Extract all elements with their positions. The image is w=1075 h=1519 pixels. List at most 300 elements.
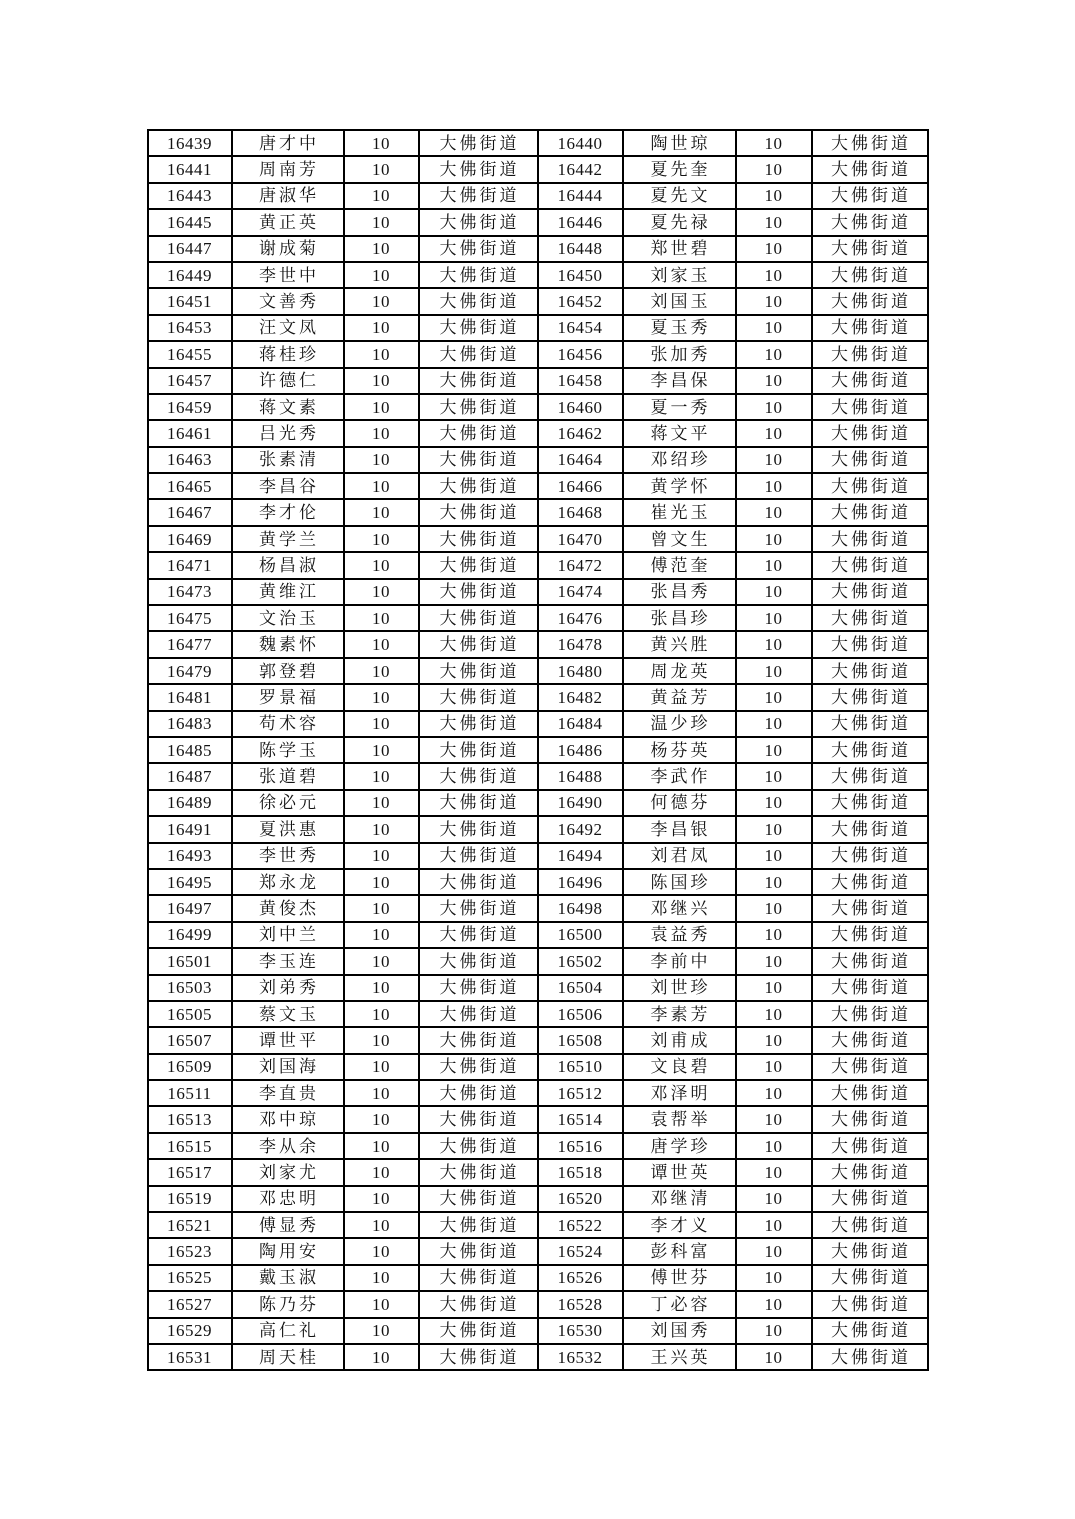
amount-cell: 10 bbox=[736, 526, 812, 552]
table-row bbox=[148, 711, 928, 737]
street-cell: 大佛街道 bbox=[812, 1212, 928, 1238]
serial-number-cell: 16441 bbox=[148, 156, 232, 182]
amount-cell: 10 bbox=[736, 763, 812, 789]
person-name-cell: 吕光秀 bbox=[232, 420, 344, 446]
table-row bbox=[148, 341, 928, 367]
serial-number-cell: 16485 bbox=[148, 737, 232, 763]
street-cell: 大佛街道 bbox=[419, 262, 538, 288]
amount-cell: 10 bbox=[736, 843, 812, 869]
table-row bbox=[148, 315, 928, 341]
person-name-cell: 刘家尤 bbox=[232, 1159, 344, 1185]
amount-cell: 10 bbox=[344, 869, 419, 895]
amount-cell: 10 bbox=[344, 1344, 419, 1370]
person-name-cell: 文治玉 bbox=[232, 605, 344, 631]
street-cell: 大佛街道 bbox=[419, 341, 538, 367]
serial-number-cell: 16486 bbox=[538, 737, 623, 763]
street-cell: 大佛街道 bbox=[812, 1238, 928, 1264]
street-cell: 大佛街道 bbox=[419, 552, 538, 578]
serial-number-cell: 16455 bbox=[148, 341, 232, 367]
serial-number-cell: 16523 bbox=[148, 1238, 232, 1264]
amount-cell: 10 bbox=[344, 288, 419, 314]
serial-number-cell: 16497 bbox=[148, 895, 232, 921]
serial-number-cell: 16474 bbox=[538, 579, 623, 605]
amount-cell: 10 bbox=[344, 209, 419, 235]
table-row bbox=[148, 130, 928, 156]
serial-number-cell: 16464 bbox=[538, 447, 623, 473]
table-row bbox=[148, 658, 928, 684]
street-cell: 大佛街道 bbox=[812, 473, 928, 499]
amount-cell: 10 bbox=[736, 1159, 812, 1185]
street-cell: 大佛街道 bbox=[812, 552, 928, 578]
serial-number-cell: 16506 bbox=[538, 1001, 623, 1027]
serial-number-cell: 16508 bbox=[538, 1027, 623, 1053]
amount-cell: 10 bbox=[736, 1212, 812, 1238]
person-name-cell: 罗景福 bbox=[232, 684, 344, 710]
amount-cell: 10 bbox=[736, 895, 812, 921]
amount-cell: 10 bbox=[736, 1054, 812, 1080]
serial-number-cell: 16494 bbox=[538, 843, 623, 869]
serial-number-cell: 16524 bbox=[538, 1238, 623, 1264]
table-row bbox=[148, 1054, 928, 1080]
serial-number-cell: 16488 bbox=[538, 763, 623, 789]
person-name-cell: 周天桂 bbox=[232, 1344, 344, 1370]
serial-number-cell: 16439 bbox=[148, 130, 232, 156]
amount-cell: 10 bbox=[736, 948, 812, 974]
person-name-cell: 傅显秀 bbox=[232, 1212, 344, 1238]
street-cell: 大佛街道 bbox=[812, 948, 928, 974]
serial-number-cell: 16505 bbox=[148, 1001, 232, 1027]
amount-cell: 10 bbox=[736, 711, 812, 737]
amount-cell: 10 bbox=[344, 684, 419, 710]
table-row bbox=[148, 368, 928, 394]
amount-cell: 10 bbox=[344, 922, 419, 948]
person-name-cell: 黄维江 bbox=[232, 579, 344, 605]
person-name-cell: 夏洪惠 bbox=[232, 816, 344, 842]
amount-cell: 10 bbox=[344, 975, 419, 1001]
serial-number-cell: 16507 bbox=[148, 1027, 232, 1053]
person-name-cell: 高仁礼 bbox=[232, 1318, 344, 1344]
street-cell: 大佛街道 bbox=[812, 1027, 928, 1053]
street-cell: 大佛街道 bbox=[419, 447, 538, 473]
roster-table bbox=[147, 129, 929, 1371]
amount-cell: 10 bbox=[736, 341, 812, 367]
street-cell: 大佛街道 bbox=[419, 1001, 538, 1027]
person-name-cell: 唐才中 bbox=[232, 130, 344, 156]
amount-cell: 10 bbox=[736, 315, 812, 341]
person-name-cell: 谭世平 bbox=[232, 1027, 344, 1053]
street-cell: 大佛街道 bbox=[812, 288, 928, 314]
serial-number-cell: 16514 bbox=[538, 1106, 623, 1132]
serial-number-cell: 16465 bbox=[148, 473, 232, 499]
amount-cell: 10 bbox=[736, 1106, 812, 1132]
street-cell: 大佛街道 bbox=[812, 1186, 928, 1212]
person-name-cell: 蒋桂珍 bbox=[232, 341, 344, 367]
table-row bbox=[148, 763, 928, 789]
street-cell: 大佛街道 bbox=[419, 420, 538, 446]
person-name-cell: 刘国海 bbox=[232, 1054, 344, 1080]
street-cell: 大佛街道 bbox=[812, 130, 928, 156]
street-cell: 大佛街道 bbox=[419, 790, 538, 816]
street-cell: 大佛街道 bbox=[812, 341, 928, 367]
person-name-cell: 刘甫成 bbox=[623, 1027, 736, 1053]
street-cell: 大佛街道 bbox=[812, 447, 928, 473]
amount-cell: 10 bbox=[344, 183, 419, 209]
amount-cell: 10 bbox=[344, 420, 419, 446]
person-name-cell: 夏先奎 bbox=[623, 156, 736, 182]
serial-number-cell: 16454 bbox=[538, 315, 623, 341]
serial-number-cell: 16451 bbox=[148, 288, 232, 314]
table-row bbox=[148, 869, 928, 895]
street-cell: 大佛街道 bbox=[812, 579, 928, 605]
amount-cell: 10 bbox=[344, 1054, 419, 1080]
serial-number-cell: 16504 bbox=[538, 975, 623, 1001]
serial-number-cell: 16503 bbox=[148, 975, 232, 1001]
amount-cell: 10 bbox=[344, 1027, 419, 1053]
amount-cell: 10 bbox=[344, 790, 419, 816]
amount-cell: 10 bbox=[344, 499, 419, 525]
person-name-cell: 李昌保 bbox=[623, 368, 736, 394]
person-name-cell: 丁必容 bbox=[623, 1291, 736, 1317]
street-cell: 大佛街道 bbox=[812, 526, 928, 552]
person-name-cell: 唐淑华 bbox=[232, 183, 344, 209]
amount-cell: 10 bbox=[736, 816, 812, 842]
street-cell: 大佛街道 bbox=[812, 975, 928, 1001]
person-name-cell: 张昌秀 bbox=[623, 579, 736, 605]
serial-number-cell: 16527 bbox=[148, 1291, 232, 1317]
table-row bbox=[148, 631, 928, 657]
amount-cell: 10 bbox=[736, 473, 812, 499]
table-row bbox=[148, 1186, 928, 1212]
person-name-cell: 傅范奎 bbox=[623, 552, 736, 578]
person-name-cell: 王兴英 bbox=[623, 1344, 736, 1370]
street-cell: 大佛街道 bbox=[812, 156, 928, 182]
serial-number-cell: 16463 bbox=[148, 447, 232, 473]
serial-number-cell: 16482 bbox=[538, 684, 623, 710]
street-cell: 大佛街道 bbox=[812, 843, 928, 869]
person-name-cell: 邓泽明 bbox=[623, 1080, 736, 1106]
person-name-cell: 黄学怀 bbox=[623, 473, 736, 499]
person-name-cell: 文良碧 bbox=[623, 1054, 736, 1080]
amount-cell: 10 bbox=[344, 843, 419, 869]
amount-cell: 10 bbox=[344, 1291, 419, 1317]
amount-cell: 10 bbox=[736, 1291, 812, 1317]
serial-number-cell: 16458 bbox=[538, 368, 623, 394]
person-name-cell: 邓继兴 bbox=[623, 895, 736, 921]
person-name-cell: 温少珍 bbox=[623, 711, 736, 737]
street-cell: 大佛街道 bbox=[419, 1318, 538, 1344]
person-name-cell: 陶用安 bbox=[232, 1238, 344, 1264]
table-row bbox=[148, 1159, 928, 1185]
person-name-cell: 黄益芳 bbox=[623, 684, 736, 710]
serial-number-cell: 16500 bbox=[538, 922, 623, 948]
street-cell: 大佛街道 bbox=[419, 1133, 538, 1159]
street-cell: 大佛街道 bbox=[812, 315, 928, 341]
table-row bbox=[148, 420, 928, 446]
street-cell: 大佛街道 bbox=[419, 1291, 538, 1317]
serial-number-cell: 16532 bbox=[538, 1344, 623, 1370]
street-cell: 大佛街道 bbox=[812, 737, 928, 763]
person-name-cell: 袁益秀 bbox=[623, 922, 736, 948]
amount-cell: 10 bbox=[736, 447, 812, 473]
person-name-cell: 杨昌淑 bbox=[232, 552, 344, 578]
street-cell: 大佛街道 bbox=[419, 711, 538, 737]
table-row bbox=[148, 473, 928, 499]
amount-cell: 10 bbox=[736, 394, 812, 420]
amount-cell: 10 bbox=[736, 262, 812, 288]
street-cell: 大佛街道 bbox=[419, 1238, 538, 1264]
table-row bbox=[148, 447, 928, 473]
amount-cell: 10 bbox=[344, 315, 419, 341]
amount-cell: 10 bbox=[736, 209, 812, 235]
table-row bbox=[148, 1265, 928, 1291]
table-row bbox=[148, 1080, 928, 1106]
serial-number-cell: 16450 bbox=[538, 262, 623, 288]
person-name-cell: 李武作 bbox=[623, 763, 736, 789]
table-row bbox=[148, 1027, 928, 1053]
amount-cell: 10 bbox=[736, 236, 812, 262]
amount-cell: 10 bbox=[344, 236, 419, 262]
person-name-cell: 刘国玉 bbox=[623, 288, 736, 314]
serial-number-cell: 16530 bbox=[538, 1318, 623, 1344]
table-row bbox=[148, 288, 928, 314]
serial-number-cell: 16499 bbox=[148, 922, 232, 948]
person-name-cell: 汪文凤 bbox=[232, 315, 344, 341]
street-cell: 大佛街道 bbox=[812, 1080, 928, 1106]
street-cell: 大佛街道 bbox=[812, 816, 928, 842]
serial-number-cell: 16520 bbox=[538, 1186, 623, 1212]
person-name-cell: 郑永龙 bbox=[232, 869, 344, 895]
person-name-cell: 李玉连 bbox=[232, 948, 344, 974]
serial-number-cell: 16471 bbox=[148, 552, 232, 578]
street-cell: 大佛街道 bbox=[419, 1344, 538, 1370]
person-name-cell: 郭登碧 bbox=[232, 658, 344, 684]
amount-cell: 10 bbox=[736, 1001, 812, 1027]
amount-cell: 10 bbox=[344, 473, 419, 499]
street-cell: 大佛街道 bbox=[419, 288, 538, 314]
table-row bbox=[148, 922, 928, 948]
person-name-cell: 夏玉秀 bbox=[623, 315, 736, 341]
serial-number-cell: 16456 bbox=[538, 341, 623, 367]
amount-cell: 10 bbox=[736, 552, 812, 578]
person-name-cell: 刘家玉 bbox=[623, 262, 736, 288]
amount-cell: 10 bbox=[736, 1344, 812, 1370]
serial-number-cell: 16490 bbox=[538, 790, 623, 816]
table-row bbox=[148, 1238, 928, 1264]
amount-cell: 10 bbox=[344, 579, 419, 605]
street-cell: 大佛街道 bbox=[419, 156, 538, 182]
table-row bbox=[148, 209, 928, 235]
street-cell: 大佛街道 bbox=[812, 869, 928, 895]
serial-number-cell: 16489 bbox=[148, 790, 232, 816]
street-cell: 大佛街道 bbox=[812, 763, 928, 789]
person-name-cell: 邓中琼 bbox=[232, 1106, 344, 1132]
street-cell: 大佛街道 bbox=[419, 1054, 538, 1080]
amount-cell: 10 bbox=[344, 763, 419, 789]
person-name-cell: 许德仁 bbox=[232, 368, 344, 394]
amount-cell: 10 bbox=[344, 130, 419, 156]
serial-number-cell: 16440 bbox=[538, 130, 623, 156]
street-cell: 大佛街道 bbox=[419, 579, 538, 605]
amount-cell: 10 bbox=[736, 605, 812, 631]
street-cell: 大佛街道 bbox=[812, 499, 928, 525]
street-cell: 大佛街道 bbox=[812, 368, 928, 394]
serial-number-cell: 16472 bbox=[538, 552, 623, 578]
table-row bbox=[148, 552, 928, 578]
amount-cell: 10 bbox=[344, 948, 419, 974]
serial-number-cell: 16496 bbox=[538, 869, 623, 895]
person-name-cell: 李前中 bbox=[623, 948, 736, 974]
street-cell: 大佛街道 bbox=[419, 473, 538, 499]
street-cell: 大佛街道 bbox=[419, 183, 538, 209]
amount-cell: 10 bbox=[736, 1027, 812, 1053]
street-cell: 大佛街道 bbox=[812, 394, 928, 420]
serial-number-cell: 16515 bbox=[148, 1133, 232, 1159]
street-cell: 大佛街道 bbox=[419, 895, 538, 921]
serial-number-cell: 16449 bbox=[148, 262, 232, 288]
serial-number-cell: 16462 bbox=[538, 420, 623, 446]
table-row bbox=[148, 1106, 928, 1132]
serial-number-cell: 16459 bbox=[148, 394, 232, 420]
serial-number-cell: 16526 bbox=[538, 1265, 623, 1291]
table-row bbox=[148, 183, 928, 209]
street-cell: 大佛街道 bbox=[812, 631, 928, 657]
person-name-cell: 李才义 bbox=[623, 1212, 736, 1238]
serial-number-cell: 16453 bbox=[148, 315, 232, 341]
person-name-cell: 刘国秀 bbox=[623, 1318, 736, 1344]
street-cell: 大佛街道 bbox=[812, 236, 928, 262]
street-cell: 大佛街道 bbox=[419, 843, 538, 869]
serial-number-cell: 16468 bbox=[538, 499, 623, 525]
amount-cell: 10 bbox=[344, 262, 419, 288]
amount-cell: 10 bbox=[344, 816, 419, 842]
serial-number-cell: 16493 bbox=[148, 843, 232, 869]
street-cell: 大佛街道 bbox=[419, 526, 538, 552]
person-name-cell: 陈学玉 bbox=[232, 737, 344, 763]
amount-cell: 10 bbox=[344, 1212, 419, 1238]
table-row bbox=[148, 895, 928, 921]
serial-number-cell: 16502 bbox=[538, 948, 623, 974]
amount-cell: 10 bbox=[344, 447, 419, 473]
person-name-cell: 蒋文平 bbox=[623, 420, 736, 446]
table-row bbox=[148, 816, 928, 842]
amount-cell: 10 bbox=[344, 895, 419, 921]
serial-number-cell: 16491 bbox=[148, 816, 232, 842]
table-row bbox=[148, 684, 928, 710]
table-container bbox=[0, 129, 1075, 1371]
amount-cell: 10 bbox=[344, 156, 419, 182]
serial-number-cell: 16442 bbox=[538, 156, 623, 182]
street-cell: 大佛街道 bbox=[812, 262, 928, 288]
serial-number-cell: 16469 bbox=[148, 526, 232, 552]
amount-cell: 10 bbox=[736, 579, 812, 605]
person-name-cell: 黄兴胜 bbox=[623, 631, 736, 657]
serial-number-cell: 16521 bbox=[148, 1212, 232, 1238]
table-row bbox=[148, 1001, 928, 1027]
amount-cell: 10 bbox=[736, 1265, 812, 1291]
serial-number-cell: 16519 bbox=[148, 1186, 232, 1212]
street-cell: 大佛街道 bbox=[812, 1001, 928, 1027]
street-cell: 大佛街道 bbox=[419, 922, 538, 948]
amount-cell: 10 bbox=[344, 1159, 419, 1185]
serial-number-cell: 16484 bbox=[538, 711, 623, 737]
serial-number-cell: 16470 bbox=[538, 526, 623, 552]
street-cell: 大佛街道 bbox=[419, 1212, 538, 1238]
street-cell: 大佛街道 bbox=[812, 1106, 928, 1132]
serial-number-cell: 16452 bbox=[538, 288, 623, 314]
person-name-cell: 杨芬英 bbox=[623, 737, 736, 763]
street-cell: 大佛街道 bbox=[419, 658, 538, 684]
amount-cell: 10 bbox=[736, 922, 812, 948]
street-cell: 大佛街道 bbox=[419, 605, 538, 631]
amount-cell: 10 bbox=[344, 711, 419, 737]
person-name-cell: 刘弟秀 bbox=[232, 975, 344, 1001]
amount-cell: 10 bbox=[736, 288, 812, 314]
table-row bbox=[148, 236, 928, 262]
street-cell: 大佛街道 bbox=[812, 658, 928, 684]
person-name-cell: 崔光玉 bbox=[623, 499, 736, 525]
person-name-cell: 李昌谷 bbox=[232, 473, 344, 499]
amount-cell: 10 bbox=[736, 1080, 812, 1106]
serial-number-cell: 16467 bbox=[148, 499, 232, 525]
table-row bbox=[148, 499, 928, 525]
serial-number-cell: 16498 bbox=[538, 895, 623, 921]
amount-cell: 10 bbox=[736, 790, 812, 816]
street-cell: 大佛街道 bbox=[812, 1133, 928, 1159]
street-cell: 大佛街道 bbox=[419, 209, 538, 235]
street-cell: 大佛街道 bbox=[812, 1265, 928, 1291]
table-row bbox=[148, 1291, 928, 1317]
street-cell: 大佛街道 bbox=[419, 763, 538, 789]
serial-number-cell: 16510 bbox=[538, 1054, 623, 1080]
amount-cell: 10 bbox=[344, 394, 419, 420]
table-row bbox=[148, 843, 928, 869]
serial-number-cell: 16475 bbox=[148, 605, 232, 631]
table-row bbox=[148, 1318, 928, 1344]
amount-cell: 10 bbox=[344, 605, 419, 631]
person-name-cell: 何德芬 bbox=[623, 790, 736, 816]
table-row bbox=[148, 975, 928, 1001]
street-cell: 大佛街道 bbox=[419, 1186, 538, 1212]
street-cell: 大佛街道 bbox=[812, 1291, 928, 1317]
serial-number-cell: 16518 bbox=[538, 1159, 623, 1185]
person-name-cell: 曾文生 bbox=[623, 526, 736, 552]
person-name-cell: 夏先文 bbox=[623, 183, 736, 209]
person-name-cell: 傅世芬 bbox=[623, 1265, 736, 1291]
person-name-cell: 谭世英 bbox=[623, 1159, 736, 1185]
street-cell: 大佛街道 bbox=[812, 1344, 928, 1370]
street-cell: 大佛街道 bbox=[812, 922, 928, 948]
serial-number-cell: 16478 bbox=[538, 631, 623, 657]
serial-number-cell: 16445 bbox=[148, 209, 232, 235]
street-cell: 大佛街道 bbox=[812, 183, 928, 209]
street-cell: 大佛街道 bbox=[419, 1027, 538, 1053]
amount-cell: 10 bbox=[344, 1186, 419, 1212]
amount-cell: 10 bbox=[736, 684, 812, 710]
serial-number-cell: 16447 bbox=[148, 236, 232, 262]
street-cell: 大佛街道 bbox=[812, 790, 928, 816]
serial-number-cell: 16511 bbox=[148, 1080, 232, 1106]
serial-number-cell: 16480 bbox=[538, 658, 623, 684]
amount-cell: 10 bbox=[344, 341, 419, 367]
person-name-cell: 夏先禄 bbox=[623, 209, 736, 235]
street-cell: 大佛街道 bbox=[419, 315, 538, 341]
table-row bbox=[148, 790, 928, 816]
person-name-cell: 袁帮举 bbox=[623, 1106, 736, 1132]
serial-number-cell: 16457 bbox=[148, 368, 232, 394]
serial-number-cell: 16443 bbox=[148, 183, 232, 209]
person-name-cell: 邓绍珍 bbox=[623, 447, 736, 473]
table-row bbox=[148, 579, 928, 605]
